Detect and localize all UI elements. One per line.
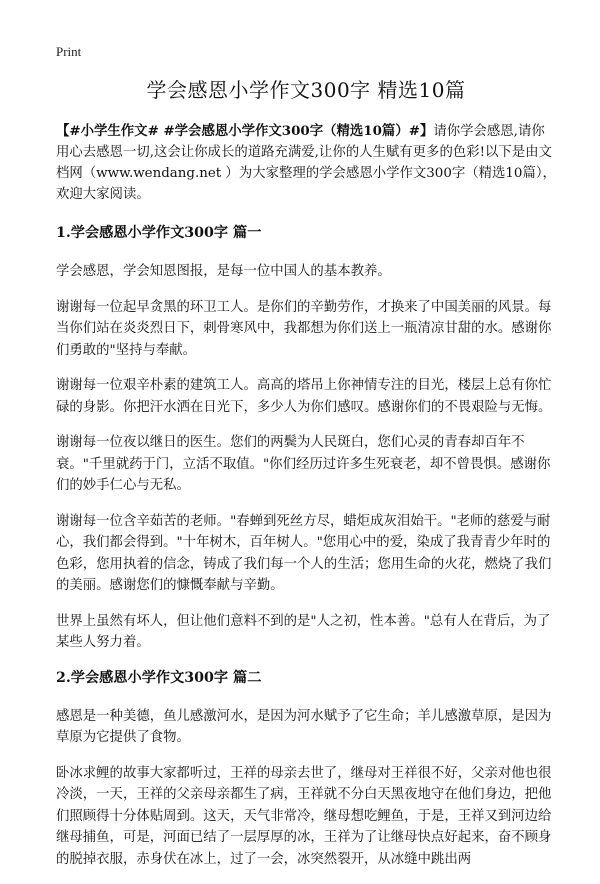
print-link[interactable]: Print [56,44,82,59]
section-1-paragraph: 谢谢每一位起早贪黑的环卫工人。是你们的辛勤劳作，才换来了中国美丽的风景。每当你们站在炎炎烈日下，刺骨寒风中，我都想为你们送上一瓶清凉甘甜的水。感谢你们勇敢的"坚持与奉献。 [56,299,552,358]
section-1-paragraph: 谢谢每一位含辛茹苦的老师。"春蝉到死丝方尽，蜡炬成灰泪始干。"老师的慈爱与耐心，我们都会得到。"十年树木，百年树人。"您用心中的爱，染成了我青青少年时的色彩，您用执着的信念，铸成了我们每一个人的生活；您用生命的火花，燃烧了我们的美丽。感谢您们的慷慨奉献与辛勤。 [56,513,552,593]
section-1-paragraph: 谢谢每一位夜以继日的医生。您们的两鬓为人民斑白，您们心灵的青春却百年不衰。"千里就药于门，立活不取值。"你们经历过许多生死衰老，却不曾畏惧。感谢你们的妙手仁心与无私。 [56,435,551,493]
page-title: 学会感恩小学作文300字 精选10篇 [146,78,466,102]
section-1-paragraph: 学会感恩，学会知恩图报，是每一位中国人的基本教养。 [56,264,391,279]
intro-paragraph [56,121,556,205]
document-body [56,74,556,884]
intro-tag: 【#小学生作文# #学会感恩小学作文300字（精选10篇）#】 [56,123,434,139]
section-2-paragraph: 感恩是一种美德，鱼儿感激河水，是因为河水赋予了它生命；羊儿感激草原，是因为草原为它提供了食物。 [56,708,552,745]
section-heading-2: 2.学会感恩小学作文300字 篇二 [56,669,262,686]
section-2-paragraph: 卧冰求鲤的故事大家都听过，王祥的母亲去世了，继母对王祥很不好，父亲对他也很冷淡，一天，王祥的父亲母亲都生了病，王祥就不分白天黑夜地守在他们身边，把他们照顾得十分体贴周到。这天，天气非常冷，继母想吃鲤鱼，于是，王祥又到河边给继母捕鱼，可是，河面已结了一层厚厚的冰，王祥为了让继母快点好起来，奋不顾身的脱掉衣服，赤身伏在冰上，过了一会，冰突然裂开，从冰缝中跳出两 [56,765,552,867]
section-1-paragraph: 谢谢每一位艰辛朴素的建筑工人。高高的塔吊上你神情专注的目光，楼层上总有你忙碌的身影。你把汗水洒在日光下，多少人为你们感叹。感谢你们的不畏艰险与无悔。 [56,378,552,415]
section-1-paragraph: 世界上虽然有坏人，但让他们意料不到的是"人之初，性本善。"总有人在背后，为了某些人努力着。 [56,613,551,650]
section-heading-1: 1.学会感恩小学作文300字 篇一 [56,225,262,241]
intro-text: 请你学会感恩,请你用心去感恩一切,这会让你成长的道路充满爱,让你的人生赋有更多的色彩!以下是由文档网（www.wendang.net ）为大家整理的学会感恩小学作文300字（精选10篇），欢迎大家阅读。 [56,124,556,202]
